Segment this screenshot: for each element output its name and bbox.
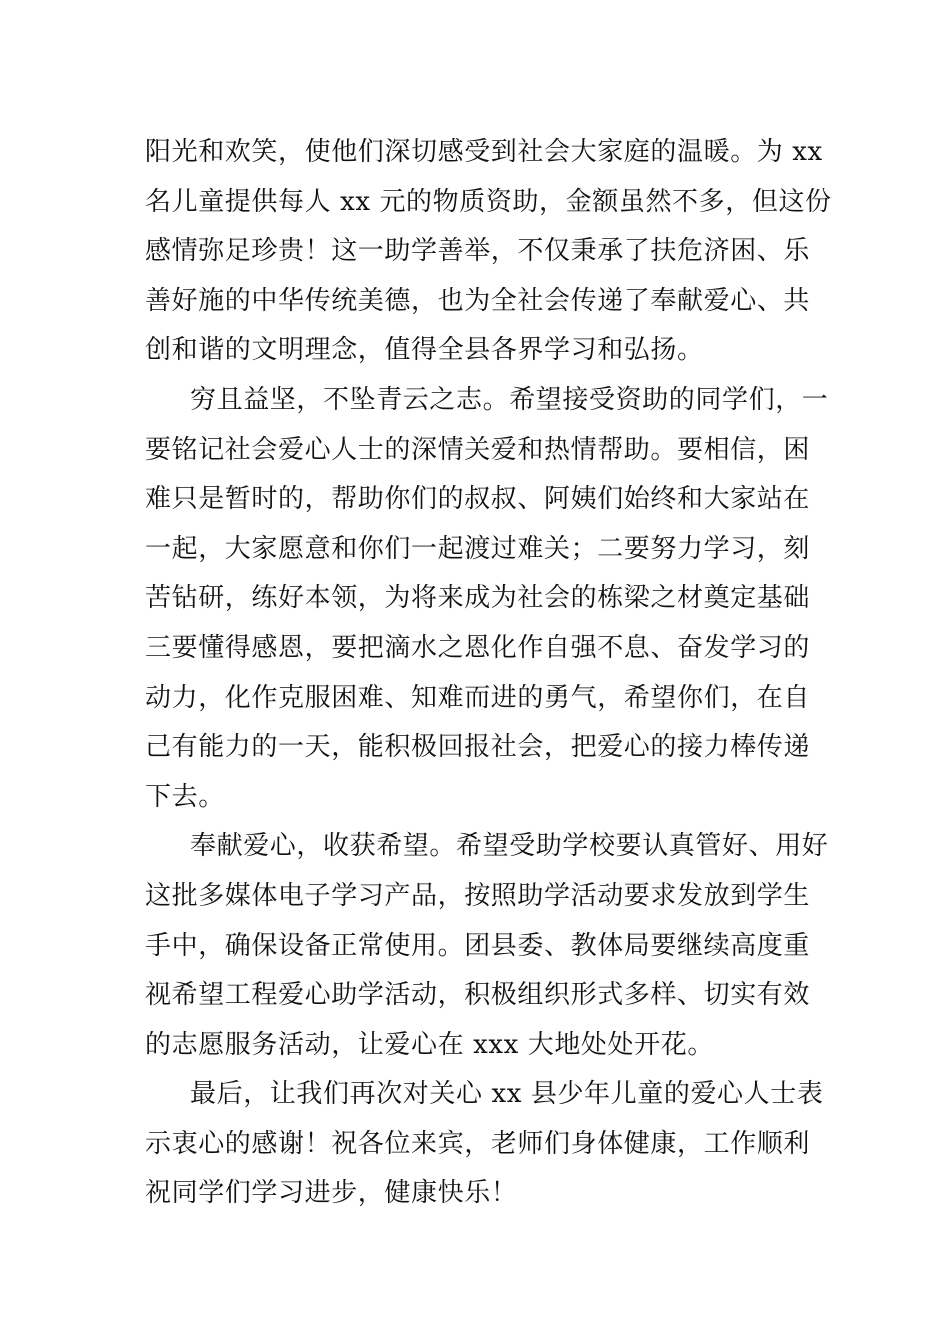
text-line: 下去。: [145, 781, 225, 812]
text-line: 手中，确保设备正常使用。团县委、教体局要继续高度重: [145, 930, 811, 961]
text-line: 要铭记社会爱心人士的深情关爱和热情帮助。要相信，困: [145, 434, 811, 465]
text-line: 阳光和欢笑，使他们深切感受到社会大家庭的温暖。为 xx: [145, 137, 823, 167]
text-line: 穷且益坚，不坠青云之志。希望接受资助的同学们，一: [190, 384, 829, 415]
text-line: 一起，大家愿意和你们一起渡过难关；二要努力学习，刻: [145, 533, 811, 564]
paragraph-3: [145, 822, 829, 1070]
text-line: 示衷心的感谢！祝各位来宾，老师们身体健康，工作顺利: [145, 1128, 811, 1159]
text-line: 视希望工程爱心助学活动，积极组织形式多样、切实有效: [145, 980, 811, 1011]
text-line: 难只是暂时的，帮助你们的叔叔、阿姨们始终和大家站在: [145, 484, 811, 515]
text-line: 善好施的中华传统美德，也为全社会传递了奉献爱心、共: [145, 285, 811, 316]
text-line: 名儿童提供每人 xx 元的物质资助，金额虽然不多，但这份: [145, 186, 832, 217]
text-line: 奉献爱心，收获希望。希望受助学校要认真管好、用好: [190, 831, 829, 862]
paragraph-2: [145, 376, 829, 822]
text-line: 三要懂得感恩，要把滴水之恩化作自强不息、奋发学习的: [145, 632, 811, 663]
paragraph-4: [145, 1070, 824, 1219]
text-line: 己有能力的一天，能积极回报社会，把爱心的接力棒传递: [145, 732, 811, 763]
paragraph-1: [145, 128, 832, 376]
text-line: 的志愿服务活动，让爱心在 xxx 大地处处开花。: [145, 1029, 714, 1060]
text-line: 祝同学们学习进步，健康快乐！: [145, 1178, 518, 1209]
text-line: 这批多媒体电子学习产品，按照助学活动要求发放到学生: [145, 880, 811, 911]
text-line: 动力，化作克服困难、知难而进的勇气，希望你们，在自: [145, 682, 811, 713]
text-line: 最后，让我们再次对关心 xx 县少年儿童的爱心人士表: [190, 1079, 824, 1110]
text-line: 创和谐的文明理念，值得全县各界学习和弘扬。: [145, 335, 704, 366]
document-body: [145, 128, 832, 1219]
text-line: 苦钻研，练好本领，为将来成为社会的栋梁之材奠定基础: [145, 583, 811, 614]
text-line: 感情弥足珍贵！这一助学善举，不仅秉承了扶危济困、乐: [145, 236, 811, 267]
